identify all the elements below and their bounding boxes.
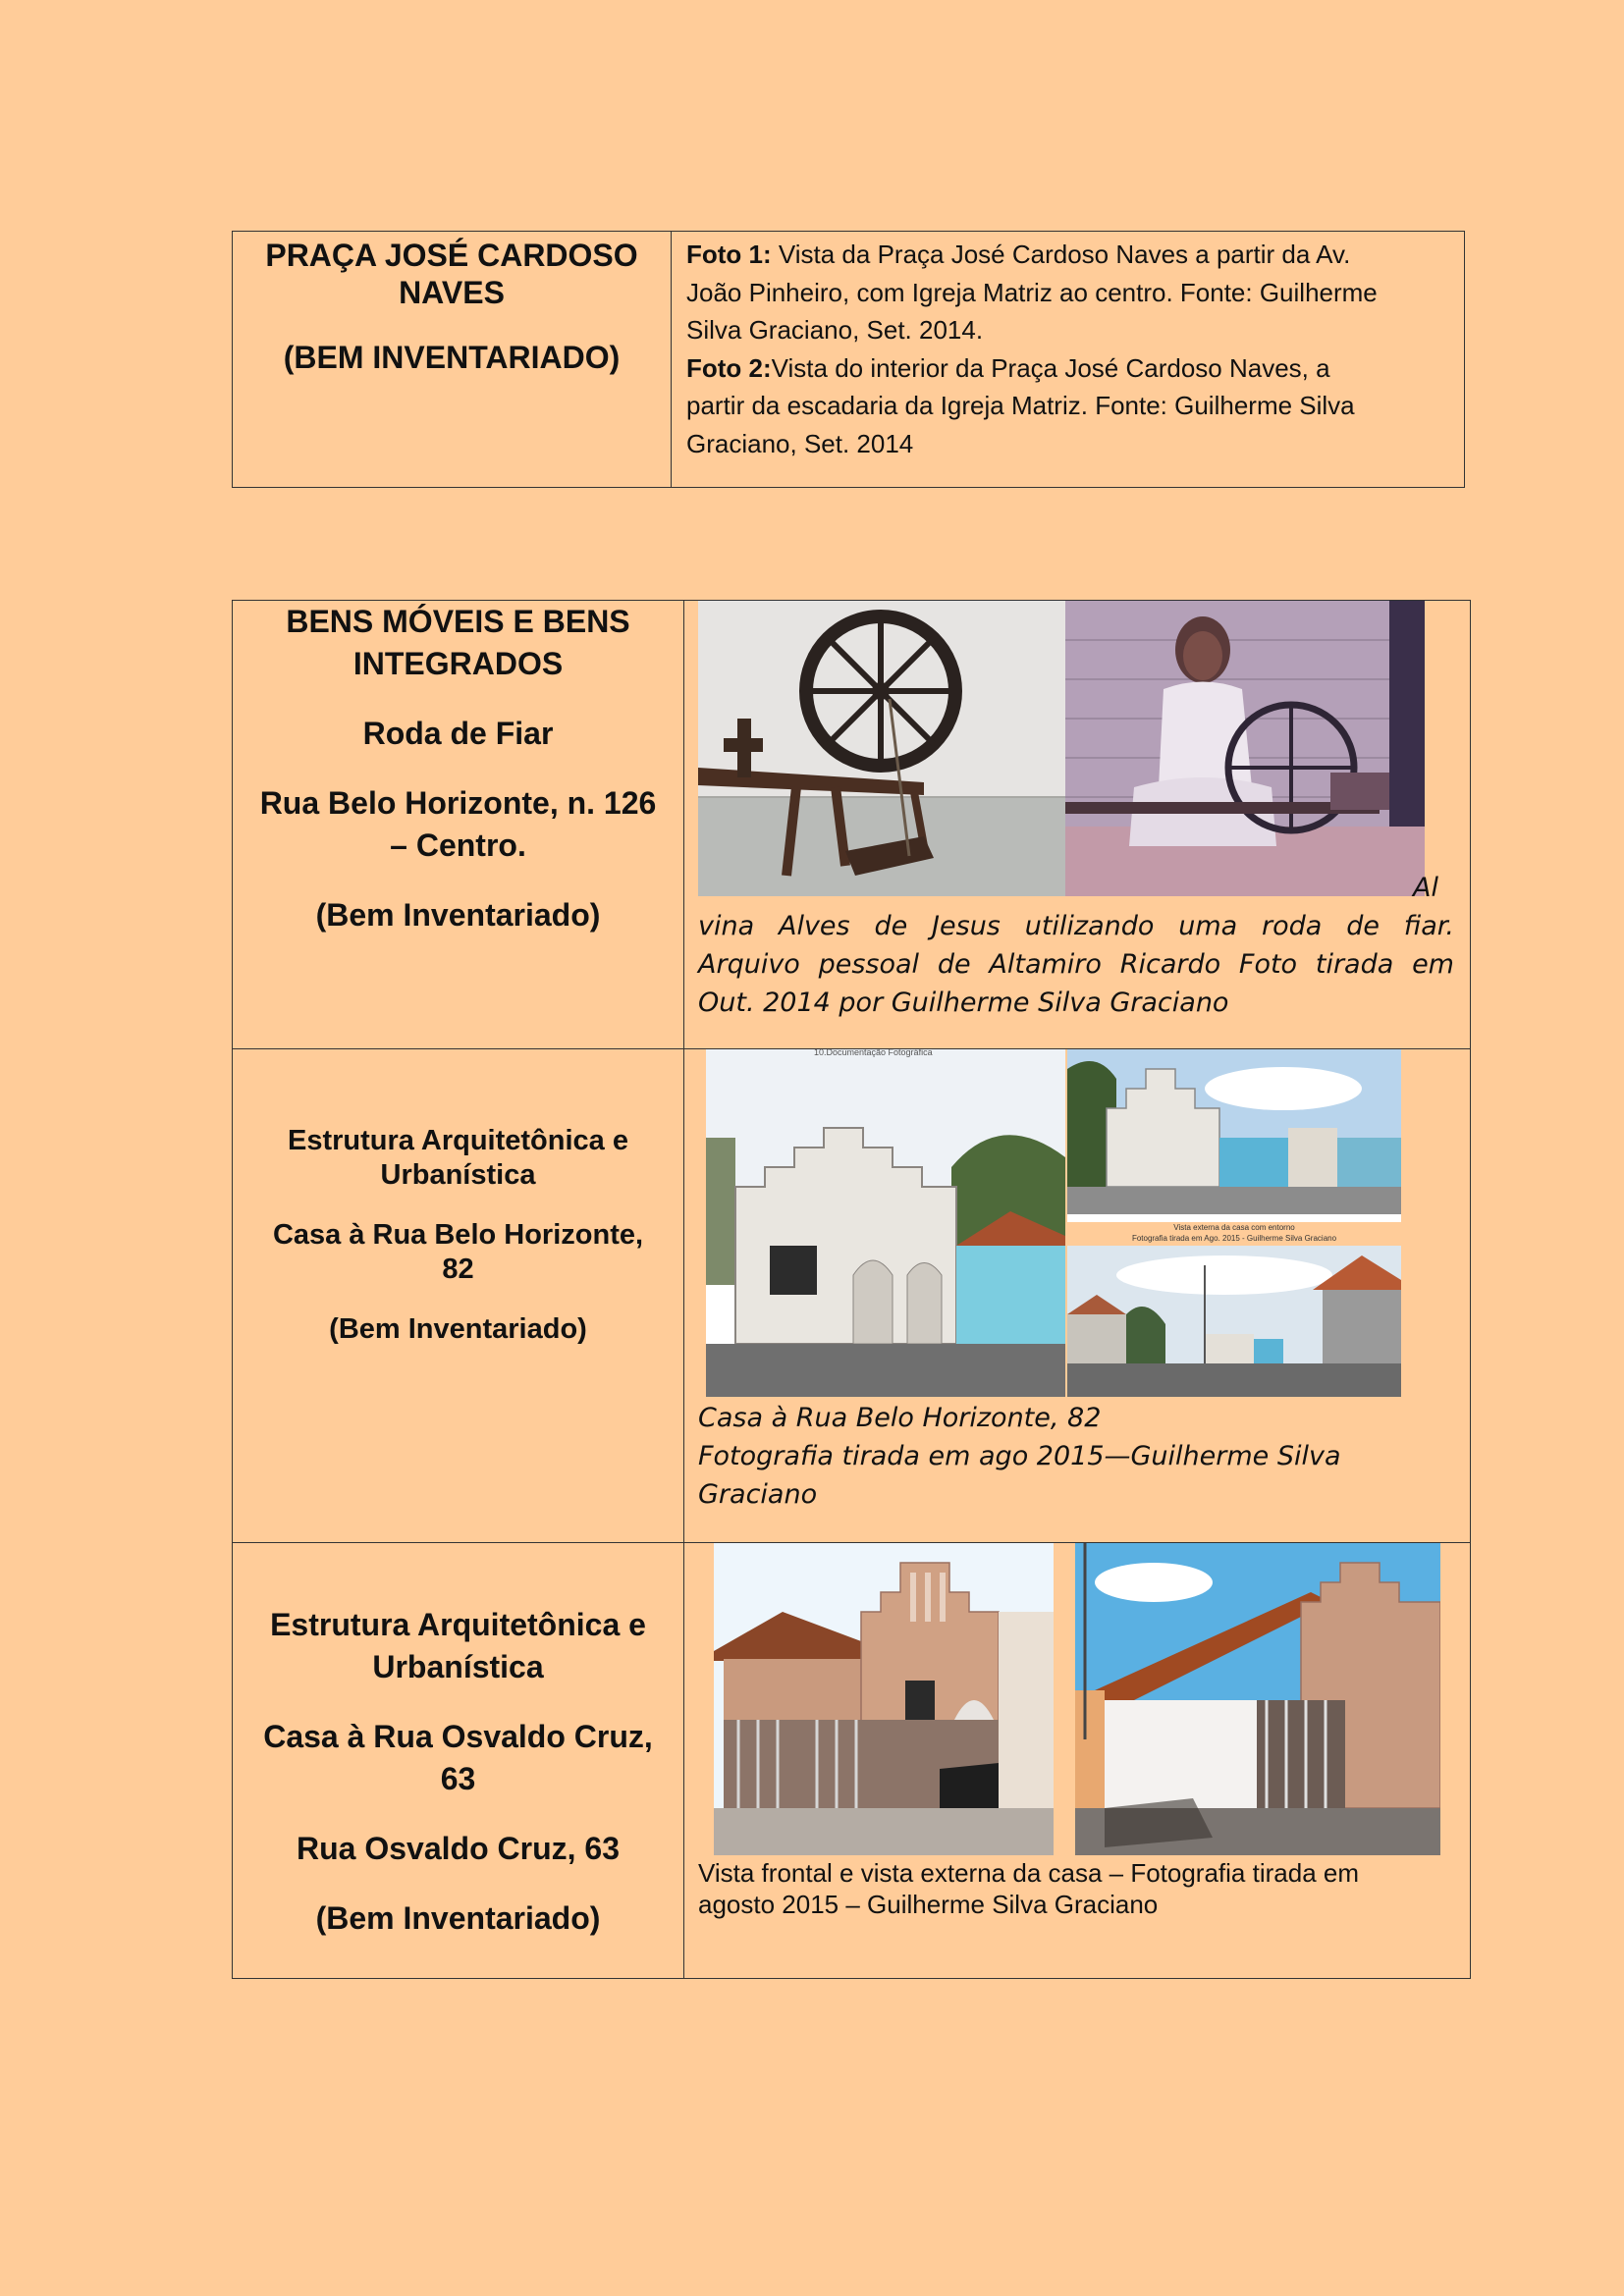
roda-name: Roda de Fiar bbox=[362, 716, 554, 751]
roda-status: (Bem Inventariado) bbox=[315, 897, 601, 933]
praca-title-line2: NAVES bbox=[399, 275, 505, 310]
praca-table bbox=[232, 231, 1465, 488]
roda-caption-l1: vina Alves de Jesus utilizando uma roda de fiar. bbox=[698, 911, 1454, 941]
foto2-text-l1: Vista do interior da Praça José Cardoso Naves, a bbox=[771, 352, 1330, 383]
roda-heading-l1: BENS MÓVEIS E BENS bbox=[286, 604, 630, 639]
casa82-status: (Bem Inventariado) bbox=[329, 1313, 587, 1345]
spinning-wheel-photo bbox=[698, 601, 1065, 896]
casa63-heading-l1: Estrutura Arquitetônica e bbox=[270, 1607, 646, 1642]
casa82-front-photo bbox=[706, 1049, 1065, 1397]
praca-status: (BEM INVENTARIADO) bbox=[283, 340, 621, 375]
foto2-line3: Graciano, Set. 2014 bbox=[686, 428, 914, 458]
foto2-label: Foto 2: bbox=[686, 352, 772, 383]
roda-address-l1: Rua Belo Horizonte, n. 126 bbox=[259, 785, 657, 821]
roda-caption-l3: Out. 2014 por Guilherme Silva Graciano bbox=[698, 988, 1229, 1018]
roda-caption-l0: Al bbox=[1413, 873, 1438, 903]
foto1-line1 bbox=[686, 236, 1450, 274]
foto1-line2: João Pinheiro, com Igreja Matriz ao centro. Fonte: Guilherme bbox=[686, 277, 1378, 307]
casa63-photo-cell bbox=[684, 1543, 1471, 1979]
casa82-name-l1: Casa à Rua Belo Horizonte, bbox=[272, 1219, 644, 1251]
foto2-line2: partir da escadaria da Igreja Matriz. Fonte: Guilherme Silva bbox=[686, 391, 1355, 420]
roda-heading-l2: INTEGRADOS bbox=[352, 646, 564, 681]
foto1-line3: Silva Graciano, Set. 2014. bbox=[686, 315, 984, 345]
casa82-photo-subtitle bbox=[1067, 1222, 1401, 1244]
casa63-heading-l2: Urbanística bbox=[372, 1649, 544, 1684]
casa82-info-cell bbox=[233, 1049, 684, 1543]
casa63-caption-l1: Vista frontal e vista externa da casa – Fotografia tirada em bbox=[698, 1858, 1359, 1888]
foto2-line1 bbox=[686, 349, 1450, 388]
casa63-caption bbox=[698, 1857, 1454, 1920]
woman-spinning-photo bbox=[1065, 601, 1425, 896]
praca-caption-cell bbox=[672, 232, 1465, 488]
casa63-name-l1: Casa à Rua Osvaldo Cruz, bbox=[263, 1719, 653, 1754]
casa82-name-l2: 82 bbox=[442, 1254, 474, 1285]
foto1-label: Foto 1: bbox=[686, 240, 772, 269]
casa63-name-l2: 63 bbox=[440, 1761, 476, 1796]
casa82-caption-l3: Graciano bbox=[698, 1479, 818, 1510]
casa82-caption-l2: Fotografia tirada em ago 2015—Guilherme Silva bbox=[698, 1441, 1341, 1471]
casa82-photo-top-text: 10.Documentação Fotográfica bbox=[814, 1049, 933, 1057]
praca-title-line1: PRAÇA JOSÉ CARDOSO bbox=[265, 238, 638, 273]
casa63-front-photo bbox=[714, 1543, 1054, 1855]
casa63-caption-l2: agosto 2015 – Guilherme Silva Graciano bbox=[698, 1890, 1159, 1919]
casa82-photo-cell bbox=[684, 1049, 1471, 1543]
casa82-heading-l2: Urbanística bbox=[380, 1159, 536, 1191]
casa82-caption-l1: Casa à Rua Belo Horizonte, 82 bbox=[698, 1403, 1102, 1433]
casa82-photo-sub-l2: Fotografia tirada em Ago. 2015 - Guilherme Silva Graciano bbox=[1131, 1234, 1337, 1243]
roda-caption-l2: Arquivo pessoal de Altamiro Ricardo Foto tirada em bbox=[698, 949, 1454, 980]
casa82-street-photo bbox=[1067, 1049, 1401, 1222]
casa63-address: Rua Osvaldo Cruz, 63 bbox=[297, 1831, 620, 1866]
casa82-heading-l1: Estrutura Arquitetônica e bbox=[288, 1125, 628, 1156]
roda-info-cell bbox=[233, 601, 684, 1049]
casa63-info-cell bbox=[233, 1543, 684, 1979]
casa82-photo-sub-l1: Vista externa da casa com entorno bbox=[1173, 1223, 1295, 1232]
casa63-street-photo bbox=[1075, 1543, 1440, 1855]
casa63-status: (Bem Inventariado) bbox=[315, 1900, 601, 1936]
roda-photo-cell bbox=[684, 601, 1471, 1049]
foto1-text-l1: Vista da Praça José Cardoso Naves a partir da Av. bbox=[771, 240, 1351, 269]
roda-address-l2: – Centro. bbox=[390, 828, 526, 863]
casa82-street-view-photo bbox=[1067, 1246, 1401, 1397]
praca-title-cell bbox=[233, 232, 672, 488]
bens-table bbox=[232, 600, 1471, 1979]
